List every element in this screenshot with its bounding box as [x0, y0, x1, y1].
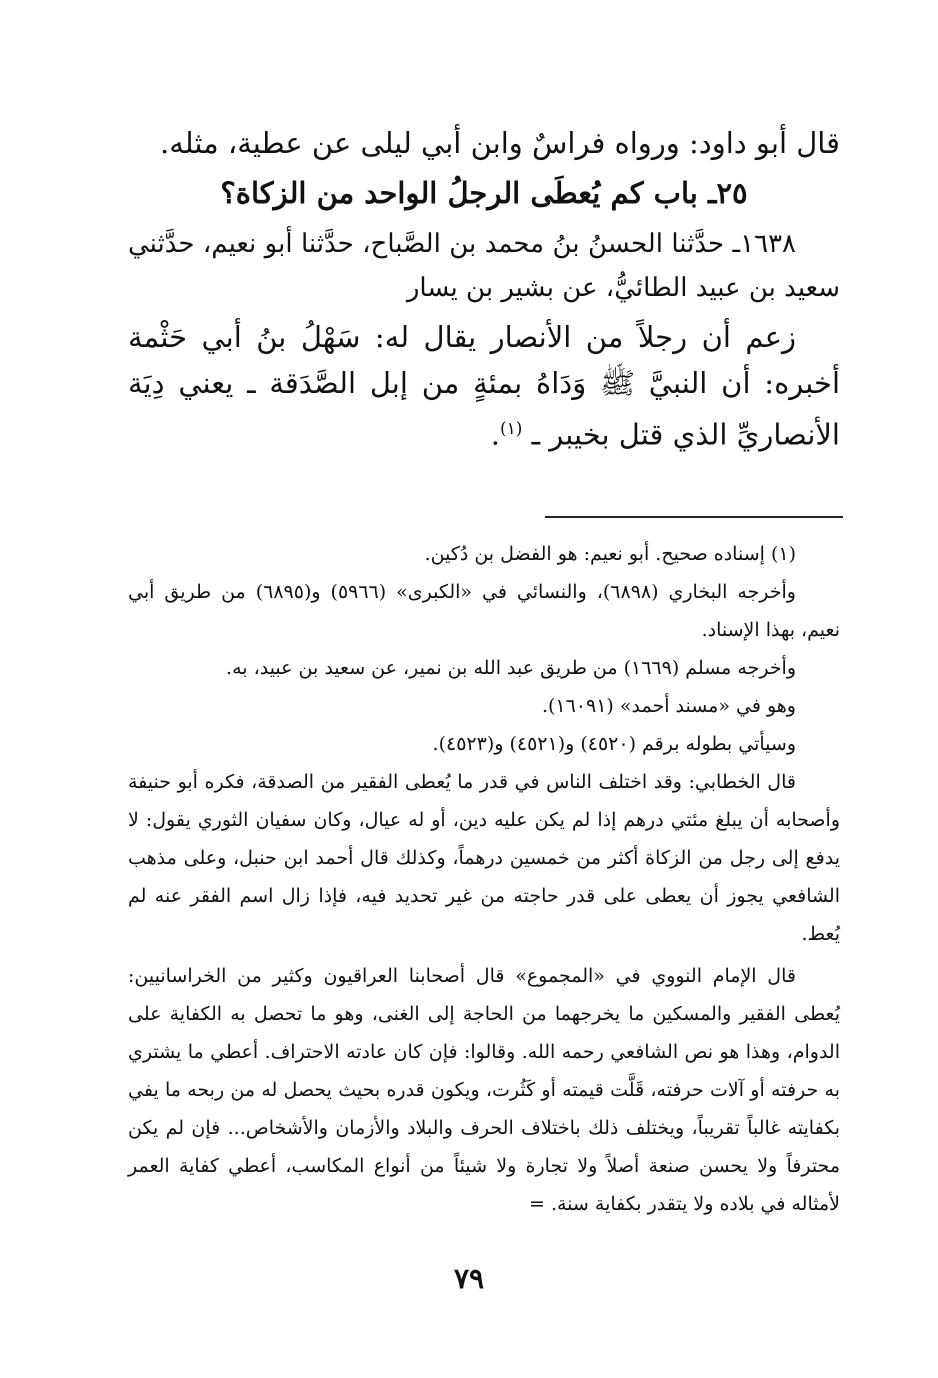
footnote-divider — [545, 516, 843, 518]
footnote-marker: (١) — [499, 419, 523, 439]
footnote-1: (١) إسناده صحيح. أبو نعيم: هو الفضل بن دُكين. — [424, 543, 796, 565]
footnote-musnad: وهو في «مسند أحمد» (١٦٠٩١). — [541, 695, 796, 717]
footnote-muslim: وأخرجه مسلم (١٦٦٩) من طريق عبد الله بن نمير، عن سعيد بن عبيد، به. — [226, 657, 796, 679]
hadith-matn: زعم أن رجلاً من الأنصار يقال له: سَهْلُ بنُ أبي حَثْمة أخبره: أن النبيَّ ﷺ وَدَاهُ بمئةٍ من إبل الصَّدَقة ـ يعني دِيَة الأنصاريِّ الذي قتل بخيبر ـ $^{(١)}$. — [128, 320, 840, 452]
narration-note: قال أبو داود: ورواه فراسٌ وابن أبي ليلى عن عطية، مثله. — [160, 126, 840, 160]
main-text — [128, 120, 840, 458]
footnote-nawawi: قال الإمام النووي في «المجموع» قال أصحابنا العراقيون وكثير من الخراسانيين: يُعطى الفقير والمسكين ما يخرجهما من الحاجة إلى الغنى، وهو ما تحصل به الكفاية على الدوام، وهذا هو نص الشافعي رحمه الله. وقالوا: فإن كان عادته الاحتراف. أعطي ما يشتري به حرفته أو آلات حرفته، قَلَّت قيمته أو كَثُرت، ويكون قدره بحيث يحصل له من ربحه ما يفي بكفايته غالباً تقريباً، ويختلف ذلك باختلاف الحرف والبلاد والأزمان والأشخاص... فإن لم يكن محترفاً ولا يحسن صنعة أصلاً ولا تجارة ولا شيئاً من أنواع المكاسب، أعطي كفاية العمر لأمثاله في بلاده ولا يتقدر بكفاية سنة. = — [128, 965, 840, 1215]
page-number: ٧٩ — [453, 1262, 485, 1295]
footnote-khattabi: قال الخطابي: وقد اختلف الناس في قدر ما يُعطى الفقير من الصدقة، فكره أبو حنيفة وأصحابه أن يبلغ مئتي درهم إذا لم يكن عليه دين، أو له عيال، وكان سفيان الثوري يقول: لا يدفع إلى رجل من الزكاة أكثر من خمسين درهماً، وكذلك قال أحمد ابن حنبل، وعلى مذهب الشافعي يجوز أن يعطى على قدر حاجته من غير تحديد فيه، فإذا زال اسم الفقر عنه لم يُعط. — [128, 771, 840, 945]
footnote-cross-ref: وسيأتي بطوله برقم (٤٥٢٠) و(٤٥٢١) و(٤٥٢٣). — [432, 733, 796, 755]
hadith-matn-text: زعم أن رجلاً من الأنصار يقال له: سَهْلُ بنُ أبي حَثْمة أخبره: أن النبيَّ ﷺ وَدَاهُ بمئةٍ من إبل الصَّدَقة ـ يعني دِيَة الأنصاريِّ الذي قتل بخيبر ـ — [128, 320, 840, 452]
chapter-heading: ٢٥ـ باب كم يُعطَى الرجلُ الواحد من الزكاة؟ — [220, 176, 748, 210]
footnotes — [128, 535, 840, 1223]
hadith-isnad: ١٦٣٨ـ حدَّثنا الحسنُ بنُ محمد بن الصَّباح، حدَّثنا أبو نعيم، حدَّثني سعيد بن عبيد الطائيُّ، عن بشير بن يسار — [128, 229, 840, 303]
footnote-bukhari: وأخرجه البخاري (٦٨٩٨)، والنسائي في «الكبرى» (٥٩٦٦) و(٦٨٩٥) من طريق أبي نعيم، بهذا الإسناد. — [128, 581, 840, 641]
